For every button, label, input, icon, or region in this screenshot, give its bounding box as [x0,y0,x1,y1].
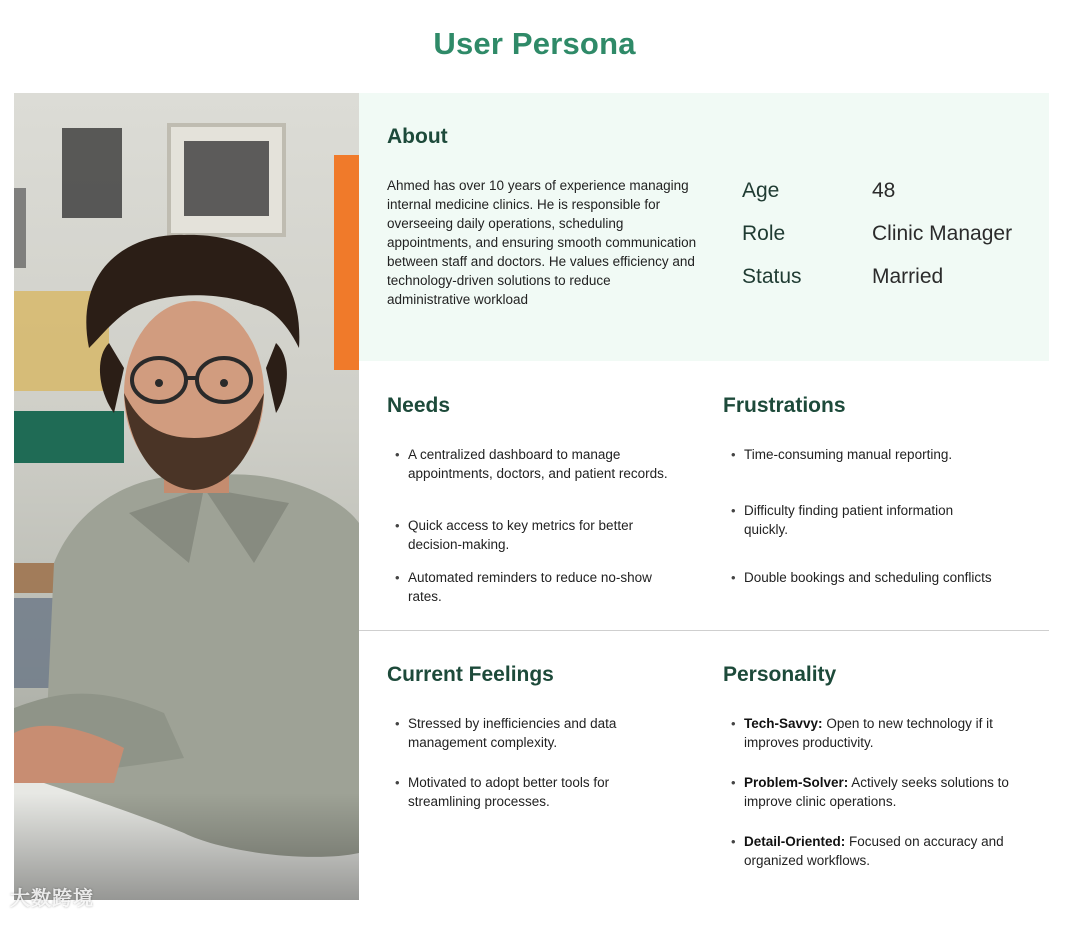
watermark: 大数跨境 [10,886,94,910]
needs-item: • Automated reminders to reduce no-show rates. [395,570,652,604]
frustrations-item: • Difficulty finding patient information quickly. [731,503,954,537]
persona-portrait-illustration [14,93,359,900]
section-divider [359,630,1049,631]
age-value: 48 [872,179,896,202]
needs-item: • A centralized dashboard to manage appointments, doctors, and patient records. [395,447,668,481]
page-title: User Persona [433,26,636,61]
persona-name: Ahmed Amr [93,908,280,945]
role-label: Role [742,222,786,245]
frustrations-item: • Double bookings and scheduling conflicts [731,570,992,585]
personality-item: • Detail-Oriented: Focused on accuracy and organized workflows. [731,834,1004,868]
feelings-heading: Current Feelings [387,663,554,686]
needs-item: • Quick access to key metrics for better decision-making. [395,518,634,552]
age-label: Age [742,179,780,202]
personality-item: • Tech-Savvy: Open to new technology if it improves productivity. [731,716,993,750]
personality-item: • Problem-Solver: Actively seeks solutions to improve clinic operations. [731,775,1009,809]
about-description: Ahmed has over 10 years of experience managing internal medicine clinics. He is responsible for overseeing daily operations, scheduling appointments, and ensuring smooth communication between staff and doctors. He values efficiency and technology-driven solutions to reduce administrative workload [387,178,697,307]
feelings-item: • Stressed by inefficiencies and data management complexity. [395,716,617,750]
role-value: Clinic Manager [872,222,1013,245]
status-label: Status [742,265,802,288]
frustrations-item: • Time-consuming manual reporting. [731,447,953,462]
personality-heading: Personality [723,663,837,686]
needs-heading: Needs [387,394,451,417]
status-value: Married [872,265,944,288]
feelings-item: • Motivated to adopt better tools for streamlining processes. [395,775,610,809]
frustrations-heading: Frustrations [723,394,846,417]
about-heading: About [387,125,448,148]
persona-photo [14,93,359,945]
